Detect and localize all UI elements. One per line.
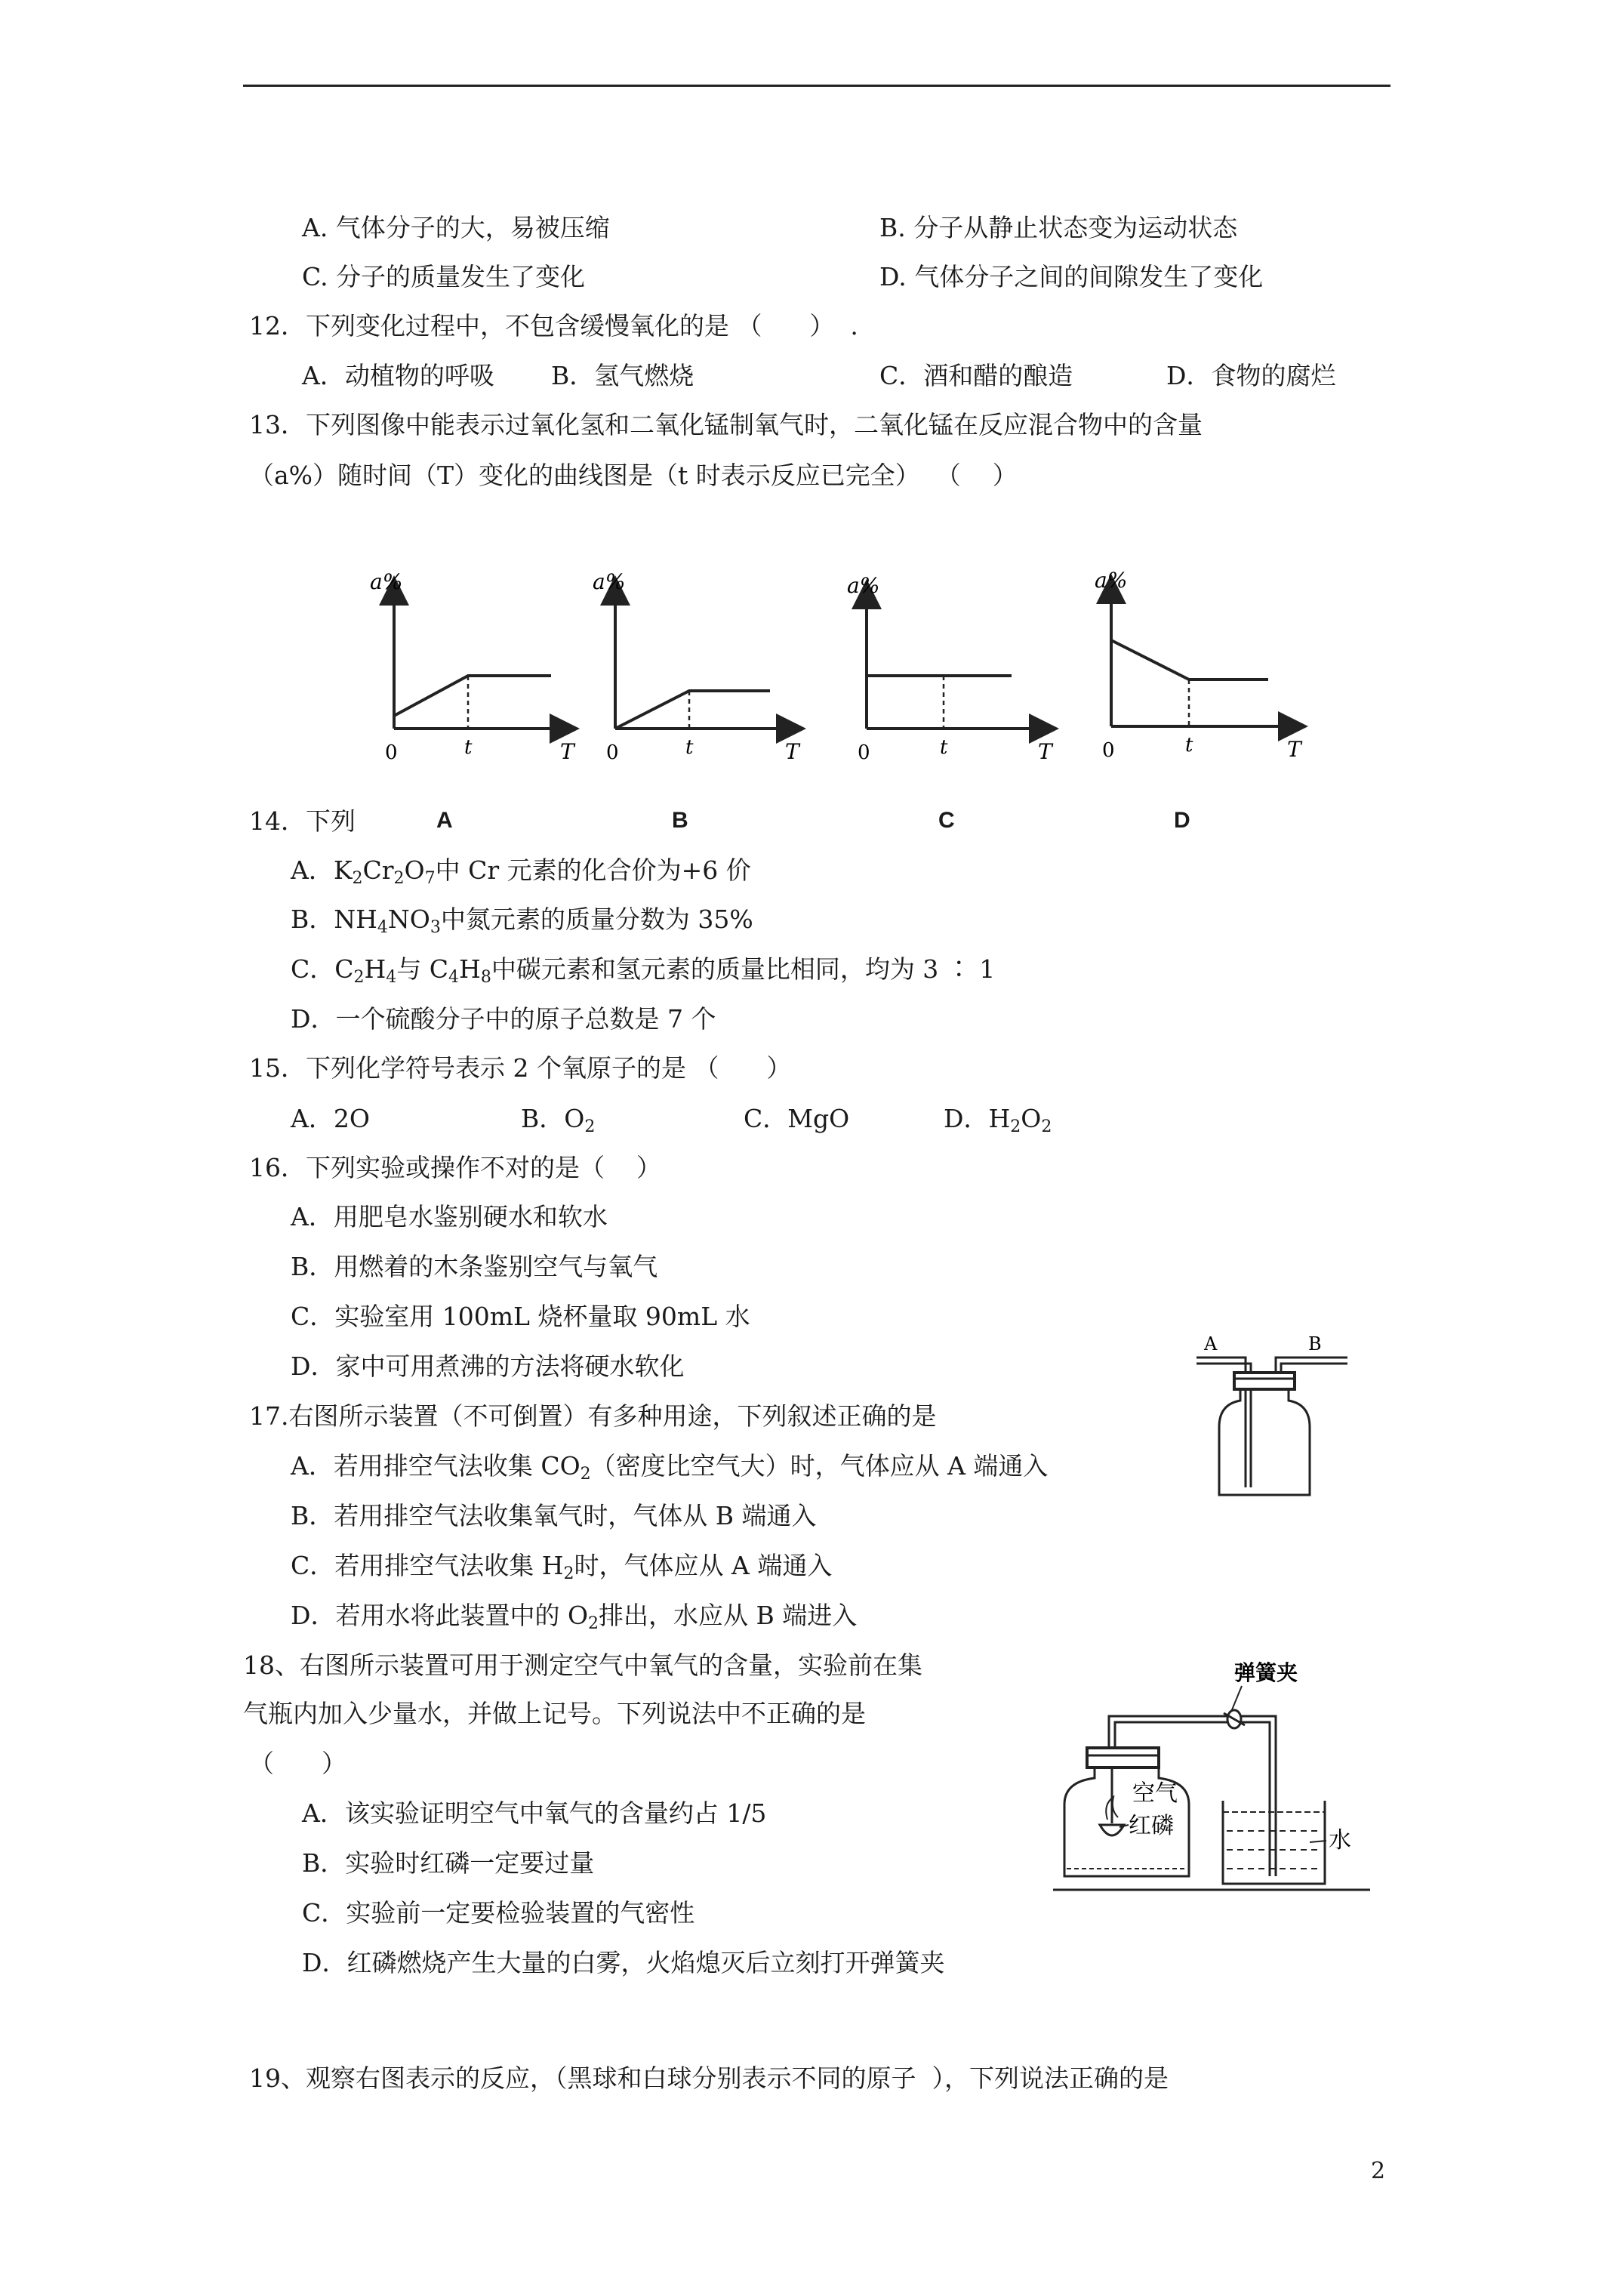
q12-option-b: B．氢气燃烧 bbox=[551, 361, 694, 390]
graph-a bbox=[370, 569, 576, 764]
graph-b-label: B bbox=[672, 808, 688, 833]
q15-option-d: D．$H_2O_2$ bbox=[944, 1104, 1052, 1136]
q18-fig-water-label: 水 bbox=[1329, 1827, 1351, 1854]
q15-option-c: C．MgO bbox=[744, 1104, 850, 1133]
q18-option-d: D．红磷燃烧产生大量的白雾，火焰熄灭后立刻打开弹簧夹 bbox=[302, 1948, 945, 1977]
q18-stem-line3: （ ） bbox=[249, 1749, 346, 1778]
q17-option-c: C．若用排空气法收集 $H_2$时，气体应从 A 端通入 bbox=[291, 1551, 833, 1583]
graph-d-xlabel: T bbox=[1287, 737, 1301, 762]
q14-option-b: B．$NH_4NO_3$中氮元素的质量分数为 35% bbox=[291, 905, 753, 937]
graph-d bbox=[1095, 568, 1303, 762]
q18-option-b: B．实验时红磷一定要过量 bbox=[302, 1848, 595, 1878]
q17-option-b: B．若用排空气法收集氧气时，气体从 B 端通入 bbox=[291, 1501, 817, 1530]
graph-c-label: C bbox=[938, 808, 955, 833]
q17-option-a: A．若用排空气法收集 $CO_2$（密度比空气大）时，气体应从 A 端通入 bbox=[291, 1451, 1049, 1484]
q15-option-b: B．$O_2$ bbox=[521, 1104, 596, 1136]
q13-stem-line1: 13．下列图像中能表示过氧化氢和二氧化锰制氧气时，二氧化锰在反应混合物中的含量 bbox=[249, 410, 1203, 439]
q18-fig-p-label: 红磷 bbox=[1129, 1813, 1174, 1839]
graph-c-origin: 0 bbox=[858, 741, 870, 764]
graph-d-ylabel: a% bbox=[1095, 568, 1128, 593]
q16-option-a: A．用肥皂水鉴别硬水和软水 bbox=[291, 1202, 608, 1231]
graph-a-xlabel: T bbox=[560, 739, 574, 764]
q18-fig-clamp-label: 弹簧夹 bbox=[1234, 1660, 1298, 1685]
graph-d-origin: 0 bbox=[1102, 739, 1115, 762]
graph-c-xlabel: T bbox=[1038, 739, 1052, 764]
q15-option-a: A．2O bbox=[291, 1104, 370, 1133]
q18-apparatus-figure bbox=[1053, 1650, 1393, 1899]
graph-d-tick: t bbox=[1185, 734, 1193, 757]
q18-fig-air-label: 空气 bbox=[1132, 1780, 1178, 1807]
q13-stem-line2: （a%）随时间（T）变化的曲线图是（t 时表示反应已完全） （ ） bbox=[249, 461, 1018, 490]
q14-option-d: D．一个硫酸分子中的原子总数是 7 个 bbox=[291, 1004, 716, 1034]
q16-option-c: C．实验室用 100mL 烧杯量取 90mL 水 bbox=[291, 1302, 750, 1331]
q18-stem-line1: 18、右图所示装置可用于测定空气中氧气的含量，实验前在集 bbox=[243, 1650, 922, 1680]
graph-d-label: D bbox=[1174, 808, 1190, 833]
q14-stem: 14．下列 bbox=[249, 806, 356, 836]
q12-option-c: C．酒和醋的酿造 bbox=[879, 361, 1073, 390]
q17-fig-label-a: A bbox=[1204, 1333, 1218, 1354]
q11-option-b: B. 分子从静止状态变为运动状态 bbox=[879, 213, 1238, 242]
q17-option-d: D．若用水将此装置中的 $O_2$排出，水应从 B 端进入 bbox=[291, 1601, 858, 1633]
q17-fig-label-b: B bbox=[1308, 1333, 1322, 1354]
q12-option-d: D．食物的腐烂 bbox=[1166, 361, 1336, 390]
q18-stem-line2: 气瓶内加入少量水，并做上记号。下列说法中不正确的是 bbox=[243, 1699, 866, 1728]
graph-c-tick: t bbox=[940, 736, 948, 759]
graph-a-label: A bbox=[436, 808, 453, 833]
q19-stem: 19、观察右图表示的反应，（黑球和白球分别表示不同的原子 ），下列说法正确的是 bbox=[249, 2063, 1169, 2093]
q17-stem: 17.右图所示装置（不可倒置）有多种用途，下列叙述正确的是 bbox=[249, 1401, 937, 1431]
graph-b-ylabel: a% bbox=[593, 569, 626, 594]
q13-graphs bbox=[347, 559, 1313, 785]
q16-stem: 16．下列实验或操作不对的是（ ） bbox=[249, 1153, 661, 1182]
q14-option-c: C．$C_2H_4$与 $C_4H_8$中碳元素和氢元素的质量比相同，均为 3 ∶ 1 bbox=[291, 954, 996, 987]
page-number: 2 bbox=[1371, 2158, 1386, 2184]
q11-option-a: A. 气体分子的大，易被压缩 bbox=[302, 213, 610, 242]
graph-b-xlabel: T bbox=[785, 739, 799, 764]
q17-bottle-figure bbox=[1196, 1329, 1347, 1502]
q15-stem: 15．下列化学符号表示 2 个氧原子的是 （ ） bbox=[249, 1053, 792, 1083]
q14-option-a: A．$K_2Cr_2O_7$中 Cr 元素的化合价为+6 价 bbox=[291, 855, 751, 888]
q12-option-a: A．动植物的呼吸 bbox=[302, 361, 494, 390]
header-rule bbox=[243, 85, 1390, 87]
q16-option-d: D．家中可用煮沸的方法将硬水软化 bbox=[291, 1351, 685, 1381]
q18-option-a: A．该实验证明空气中氧气的含量约占 1/5 bbox=[302, 1798, 767, 1828]
graph-a-ylabel: a% bbox=[370, 569, 403, 594]
graph-b-tick: t bbox=[685, 736, 694, 759]
q11-option-c: C. 分子的质量发生了变化 bbox=[302, 262, 586, 291]
q16-option-b: B．用燃着的木条鉴别空气与氧气 bbox=[291, 1252, 658, 1281]
graph-a-tick: t bbox=[464, 736, 473, 759]
graph-b-origin: 0 bbox=[606, 741, 619, 764]
graph-c bbox=[847, 573, 1054, 764]
q18-option-c: C．实验前一定要检验装置的气密性 bbox=[302, 1898, 695, 1928]
q11-option-d: D. 气体分子之间的间隙发生了变化 bbox=[879, 262, 1264, 291]
graph-c-ylabel: a% bbox=[847, 573, 880, 598]
graph-a-origin: 0 bbox=[385, 741, 398, 764]
q12-stem: 12．下列变化过程中，不包含缓慢氧化的是 （ ） . bbox=[249, 311, 858, 341]
graph-b bbox=[593, 569, 801, 764]
